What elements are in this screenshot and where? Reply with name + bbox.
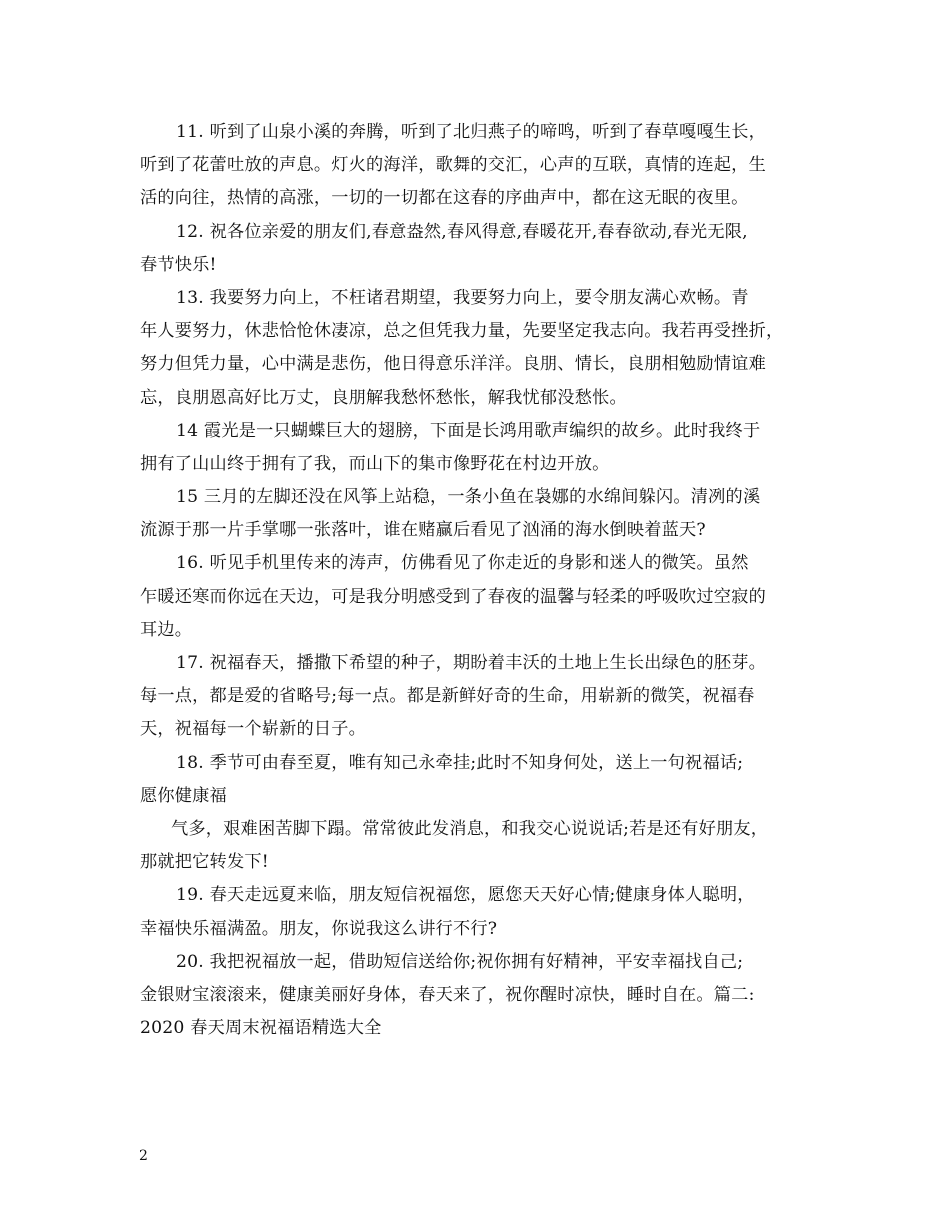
text-line: 听到了花蕾吐放的声息。灯火的海洋，歌舞的交汇，心声的互联，真情的连起，生 [140,155,766,176]
text-line: 乍暖还寒而你远在天边，可是我分明感受到了春夜的温馨与轻柔的呼吸吹过空寂的 [140,586,766,607]
text-line: 14 霞光是一只蝴蝶巨大的翅膀，下面是长鸿用歌声编织的故乡。此时我终于 [176,420,761,441]
text-line: 18. 季节可由春至夏，唯有知己永牵挂;此时不知身何处，送上一句祝福话; [176,752,744,773]
text-line: 天，祝福每一个崭新的日子。 [140,719,367,740]
text-line: 每一点，都是爱的省略号;每一点。都是新鲜好奇的生命，用崭新的微笑，祝福春 [140,686,755,707]
text-line: 12. 祝各位亲爱的朋友们,春意盎然,春风得意,春暖花开,春春欲动,春光无限, [176,221,748,242]
text-line: 16. 听见手机里传来的涛声，仿佛看见了你走近的身影和迷人的微笑。虽然 [176,553,749,574]
page-number: 2 [139,1148,148,1164]
text-line: 拥有了山山终于拥有了我，而山下的集市像野花在村边开放。 [140,453,610,474]
text-line: 17. 祝福春天，播撒下希望的种子，期盼着丰沃的土地上生长出绿色的胚芽。 [176,653,767,673]
text-line: 活的向往，热情的高涨，一切的一切都在这春的序曲声中，都在这无眠的夜里。 [140,188,749,209]
text-line: 幸福快乐福满盈。朋友，你说我这么讲行不行? [140,918,498,939]
text-line: 15 三月的左脚还没在风筝上站稳，一条小鱼在袅娜的水绵间躲闪。清冽的溪 [176,487,761,508]
text-line: 流源于那一片手掌哪一张落叶，谁在赌赢后看见了汹涌的海水倒映着蓝天? [140,520,706,541]
document-body [140,116,830,1045]
text-line: 年人要努力，休悲恰怆休凄凉，总之但凭我力量，先要坚定我志向。我若再受挫折， [140,321,784,342]
text-line: 11. 听到了山泉小溪的奔腾，听到了北归燕子的啼鸣，听到了春草嘎嘎生长， [176,122,767,142]
text-line: 气多，艰难困苦脚下蹋。常常彼此发消息，和我交心说说话;若是还有好朋友， [171,818,769,839]
text-line: 春节快乐! [140,254,217,275]
text-line: 19. 春天走远夏来临，朋友短信祝福您，愿您天天好心情;健康身体人聪明， [176,885,755,906]
text-line: 那就把它转发下! [140,852,269,873]
text-line: 耳边。 [140,619,193,640]
text-line: 金银财宝滚滚来，健康美丽好身体，春天来了，祝你醒时凉快，睡时自在。篇二: [140,984,755,1005]
text-line: 愿你健康福 [140,785,227,806]
text-line: 20. 我把祝福放一起，借助短信送给你;祝你拥有好精神，平安幸福找自己; [176,951,744,972]
text-line: 忘，良朋恩高好比万丈，良朋解我愁怀愁怅，解我忧郁没愁怅。 [140,387,627,408]
text-line: 努力但凭力量，心中满是悲伤，他日得意乐洋洋。良朋、情长，良朋相勉励情谊难 [140,354,766,375]
text-line: 2020 春天周末祝福语精选大全 [140,1018,382,1039]
text-line: 13. 我要努力向上，不枉诸君期望，我要努力向上，要令朋友满心欢畅。青 [176,287,749,308]
